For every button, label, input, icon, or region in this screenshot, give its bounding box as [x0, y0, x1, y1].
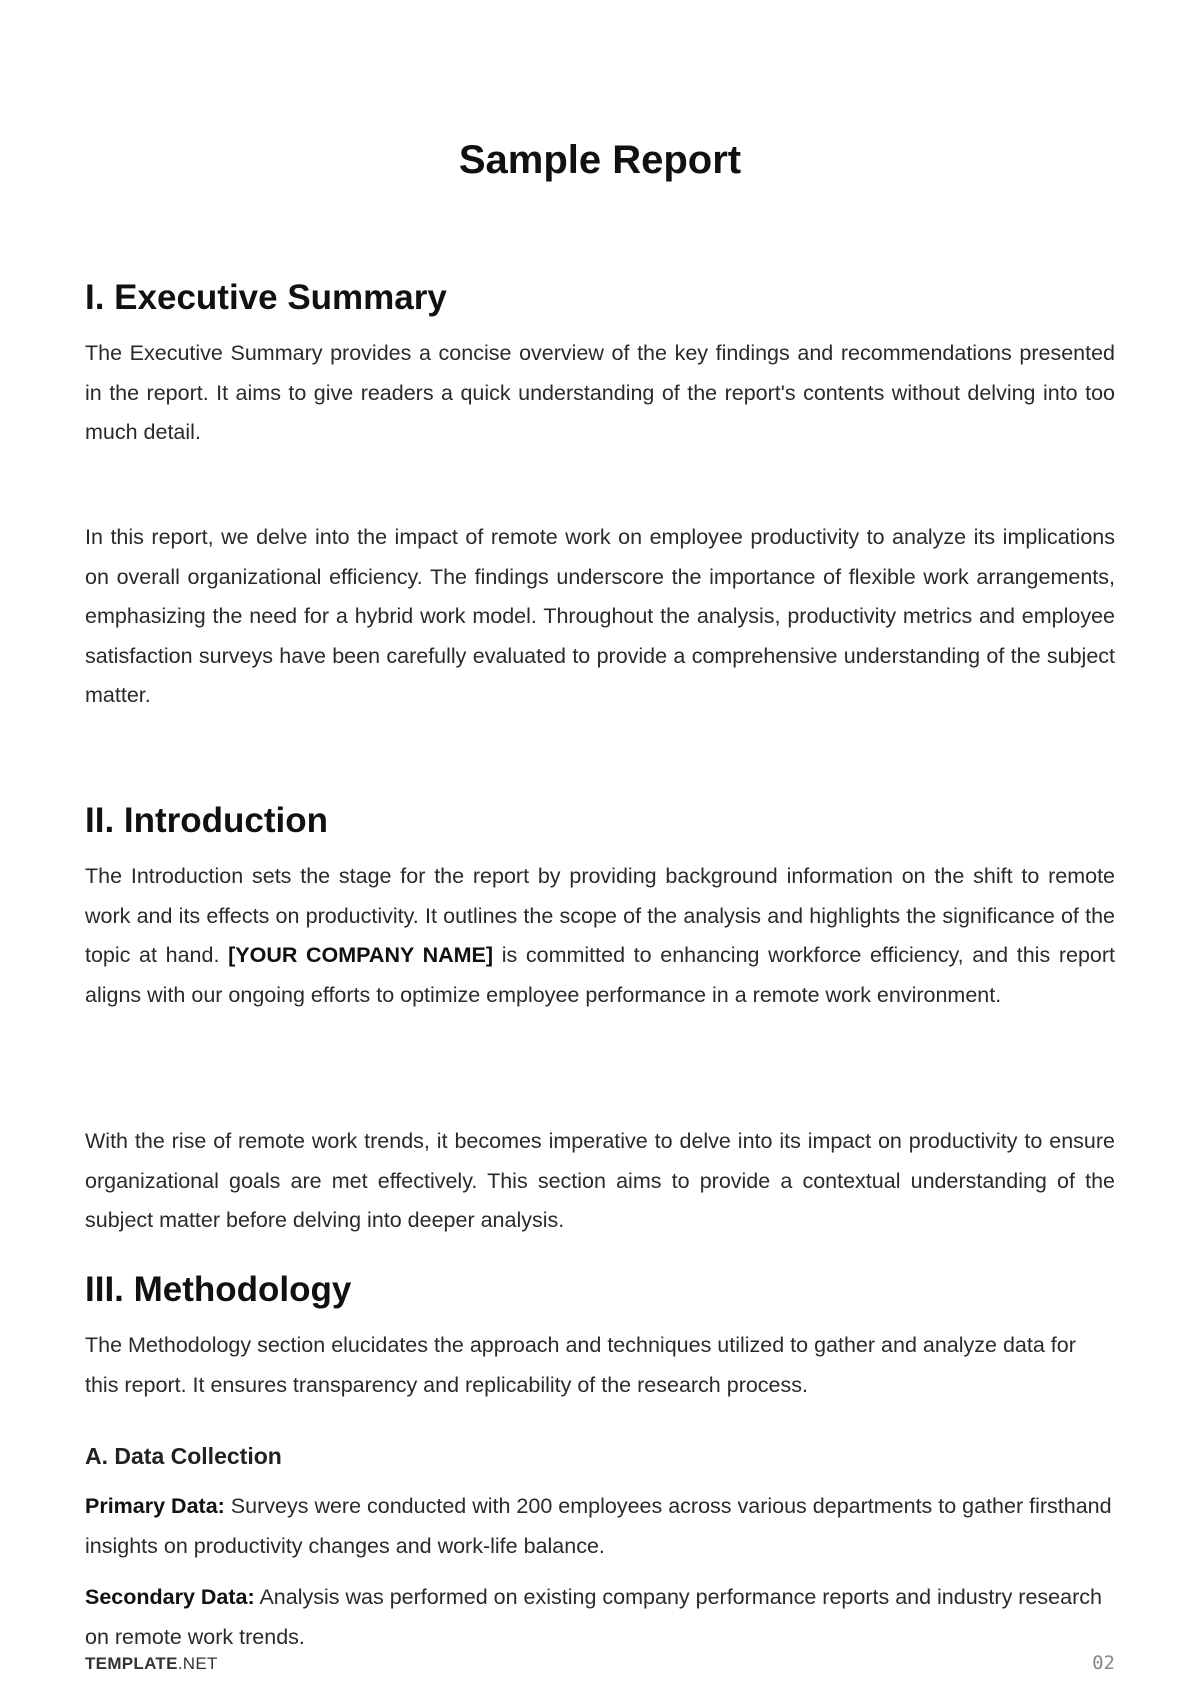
executive-summary-paragraph-2: In this report, we delve into the impact of remote work on employee productivity to analyze its implications on overall organizational efficiency. The findings underscore the importance of flexible work arrangements, emphasizing the need for a hybrid work model. Throughout the analysis, productivity metrics and employee satisfaction surveys have been carefully evaluated to provide a comprehensive understanding of the subject matter. [85, 525, 1115, 707]
footer-brand-bold: TEMPLATE [85, 1654, 178, 1673]
secondary-data-label: Secondary Data: [85, 1585, 255, 1609]
methodology-paragraph-1: The Methodology section elucidates the approach and techniques utilized to gather and analyze data for this report. It ensures transparency and replicability of the research process. [85, 1333, 1076, 1397]
introduction-paragraph-1 [85, 857, 1115, 1015]
primary-data-label: Primary Data: [85, 1494, 225, 1518]
secondary-data-paragraph [85, 1578, 1115, 1657]
primary-data-paragraph [85, 1487, 1115, 1566]
executive-summary-paragraph-1: The Executive Summary provides a concise overview of the key findings and recommendations presented in the report. It aims to give readers a quick understanding of the report's contents without delving into too much detail. [85, 341, 1115, 444]
methodology-heading: III. Methodology [85, 1270, 352, 1309]
page-number: 02 [1092, 1652, 1115, 1674]
footer-brand-logo [85, 1654, 218, 1674]
secondary-data-text: Analysis was performed on existing company performance reports and industry research on remote work trends. [85, 1585, 1102, 1649]
footer-brand-rest: .NET [177, 1654, 218, 1673]
introduction-text-after: is committed to enhancing workforce efficiency, and this report aligns with our ongoing efforts to optimize employee performance in a remote work environment. [85, 943, 1115, 1007]
primary-data-text: Surveys were conducted with 200 employees across various departments to gather firsthand insights on productivity changes and work-life balance. [85, 1494, 1112, 1558]
introduction-paragraph-2: With the rise of remote work trends, it becomes imperative to delve into its impact on productivity to ensure organizational goals are met effectively. This section aims to provide a contextual understanding of the subject matter before delving into deeper analysis. [85, 1129, 1115, 1232]
document-title: Sample Report [458, 138, 742, 182]
introduction-heading: II. Introduction [85, 801, 329, 840]
executive-summary-heading: I. Executive Summary [85, 278, 447, 317]
company-name-placeholder: [YOUR COMPANY NAME] [228, 943, 494, 967]
introduction-text-before: The Introduction sets the stage for the report by providing background information on the shift to remote work and its effects on productivity. It outlines the scope of the analysis and highlights the significance of the topic at hand. [85, 864, 1115, 967]
data-collection-subheading: A. Data Collection [85, 1443, 282, 1469]
